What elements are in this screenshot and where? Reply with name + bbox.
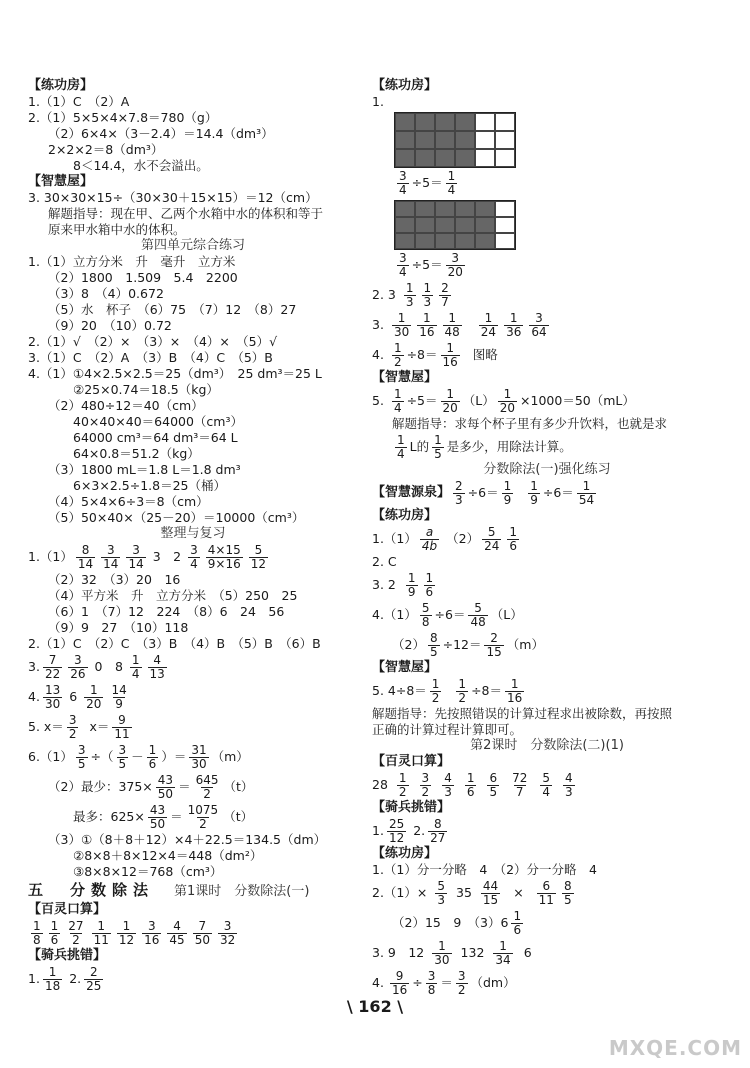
answer-line: 1.（1） $\frac{8}{14}$ $\frac{3}{14}$ $\frac{3}{14}$ 3 2 $\frac{3}{4}$ $\frac{4\times 15}{9\times 16}$ $\frac{5}{12}$ xyxy=(28,542,267,571)
answer-line: 8＜14.4，水不会溢出。 xyxy=(73,158,209,173)
section-header: 【百灵口算】 xyxy=(372,754,451,769)
grid-diagram xyxy=(394,200,516,250)
hint-line: $\frac{1}{4}$ L的 $\frac{1}{5}$ 是多少，用除法计算。 xyxy=(397,432,572,461)
answer-line: （3）8 （4）0.672 xyxy=(48,286,164,301)
answer-line: 4. $\frac{9}{16}$ ÷ $\frac{3}{8}$ ＝ $\frac{3}{2}$ （dm） xyxy=(372,968,516,997)
answer-line: 1.（1）立方分米 升 毫升 立方米 xyxy=(28,254,236,269)
answer-line: 5. x＝ $\frac{3}{2}$ x＝ $\frac{9}{11}$ xyxy=(28,712,130,741)
section-header: 【练功房】 xyxy=(28,78,94,93)
answer-line: （3）1800 mL＝1.8 L＝1.8 dm³ xyxy=(48,462,241,477)
section-header: 【智慧屋】 xyxy=(28,174,94,189)
answer-line: 1. xyxy=(372,94,384,109)
answer-line: （4）平方米 升 立方分米 （5）250 25 xyxy=(48,588,298,603)
section-header: 【智慧屋】 xyxy=(372,660,438,675)
answer-line: （3）①（8＋8＋12）×4＋22.5＝134.5（dm） xyxy=(48,832,327,847)
answer-line: 64000 cm³＝64 dm³＝64 L xyxy=(73,430,238,445)
answer-line: 1. $\frac{1}{18}$ 2. $\frac{2}{25}$ xyxy=(28,964,102,993)
section-header: 【练功房】 xyxy=(372,846,438,861)
section-header: 【练功房】 xyxy=(372,78,438,93)
answer-line: $\frac{3}{4}$ ÷5＝ $\frac{3}{20}$ xyxy=(399,250,463,279)
fraction: $\frac{8}{14}$ xyxy=(77,542,94,571)
answer-line: 5. 4÷8＝ $\frac{1}{2}$ $\frac{1}{2}$ ÷8＝ $\frac{1}{16}$ xyxy=(372,676,523,705)
right-column xyxy=(372,78,722,998)
answer-line: （5）水 杯子 （6）75 （7）12 （8）27 xyxy=(48,302,297,317)
answer-line: 6.（1） $\frac{3}{5}$ ÷（ $\frac{3}{5}$ － $\frac{1}{6}$ ）＝ $\frac{31}{30}$ （m） xyxy=(28,742,249,771)
answer-line: 【智慧源泉】 $\frac{2}{3}$ ÷6＝ $\frac{1}{9}$ $\frac{1}{9}$ ÷6＝ $\frac{1}{54}$ xyxy=(372,478,595,507)
answer-line: （2）1800 1.509 5.4 2200 xyxy=(48,270,238,285)
answer-line: 6×3×2.5÷1.8＝25（桶） xyxy=(73,478,226,493)
answer-line: 2.（1）× $\frac{5}{3}$ 35 $\frac{44}{15}$ × $\frac{6}{11}$ $\frac{8}{5}$ xyxy=(372,878,572,907)
fraction: $\frac{3}{4}$ xyxy=(190,542,198,571)
answer-line: 2. C xyxy=(372,554,397,569)
answer-line: $\frac{3}{4}$ ÷5＝ $\frac{1}{4}$ xyxy=(399,168,456,197)
answer-line: （9）20 （10）0.72 xyxy=(48,318,172,333)
section-header: 【骑兵挑错】 xyxy=(372,800,451,815)
fraction: $\frac{3}{14}$ xyxy=(128,542,144,571)
section-header: 【练功房】 xyxy=(372,508,438,523)
answer-line: 4.（1）①4×2.5×2.5＝25（dm³） 25 dm³＝25 L xyxy=(28,366,322,381)
unit-title: 第四单元综合练习 xyxy=(140,238,245,253)
unit-heading: 五 分数除法 第1课时 分数除法(一) xyxy=(28,881,310,899)
answer-line: 2. 3 $\frac{1}{3}$ $\frac{1}{3}$ $\frac{2}{7}$ xyxy=(372,280,449,309)
answer-line: （2）15 9 （3）6 $\frac{1}{6}$ xyxy=(392,908,522,937)
answer-line: （5）50×40×（25－20）＝10000（cm³） xyxy=(48,510,305,525)
answer-line: 3. 2 $\frac{1}{9}$ $\frac{1}{6}$ xyxy=(372,570,434,599)
fraction: $\frac{3}{14}$ xyxy=(103,542,119,571)
section-header: 【智慧屋】 xyxy=(372,370,438,385)
answer-line: $\frac{1}{8}$ $\frac{1}{6}$ $\frac{27}{2}$ $\frac{1}{11}$ $\frac{1}{12}$ $\frac{3}{16}$ $\frac{4}{45}$ $\frac{7}{50}$ $\frac{3}{32}$ xyxy=(33,918,236,947)
answer-line: 1.（1）分一分略 4 （2）分一分略 4 xyxy=(372,862,597,877)
answer-line: （2）最少：375× $\frac{43}{50}$ ＝ $\frac{645}{2}$ （t） xyxy=(48,772,254,801)
answer-line: 1.（1） $\frac{a}{4b}$ （2） $\frac{5}{24}$ $\frac{1}{6}$ xyxy=(372,524,518,553)
answer-line: ②8×8＋8×12×4＝448（dm²） xyxy=(73,848,263,863)
answer-line: 2.（1）√ （2）× （3）× （4）× （5）√ xyxy=(28,334,278,349)
answer-line: 4. $\frac{1}{2}$ ÷8＝ $\frac{1}{16}$ 图略 xyxy=(372,340,498,369)
answer-line: 3. 30×30×15÷（30×30＋15×15）＝12（cm） xyxy=(28,190,318,205)
answer-line: （2）6×4×（3－2.4）＝14.4（dm³） xyxy=(48,126,274,141)
answer-line: 3. $\frac{7}{22}$ $\frac{3}{26}$ 0 8 $\frac{1}{4}$ $\frac{4}{13}$ xyxy=(28,652,165,681)
answer-line: 3.（1）C （2）A （3）B （4）C （5）B xyxy=(28,350,273,365)
hint-line: 正确的计算过程计算即可。 xyxy=(372,722,523,737)
answer-line: （2）32 （3）20 16 xyxy=(48,572,181,587)
answer-line: （4）5×4×6÷3＝8（cm） xyxy=(48,494,209,509)
page-number: \ 162 \ xyxy=(346,997,404,1016)
answer-line: （2）480÷12＝40（cm） xyxy=(48,398,204,413)
hint-line: 解题指导：先按照错误的计算过程求出被除数，再按照 xyxy=(372,706,673,721)
answer-line: 28 $\frac{1}{2}$ $\frac{3}{2}$ $\frac{4}{3}$ $\frac{1}{6}$ $\frac{6}{5}$ $\frac{72}{7}$ $\frac{5}{4}$ $\frac{4}{3}$ xyxy=(372,770,573,799)
answer-line: 3. $\frac{1}{30}$ $\frac{1}{16}$ $\frac{1}{48}$ $\frac{1}{24}$ $\frac{1}{36}$ $\frac{3}{64}$ xyxy=(372,310,547,339)
watermark: MXQE.COM xyxy=(608,1036,742,1060)
hint-line: 解题指导：现在甲、乙两个水箱中水的体积和等于 xyxy=(48,206,324,221)
answer-line: 1. $\frac{25}{12}$ 2. $\frac{8}{27}$ xyxy=(372,816,446,845)
answer-line: 1.（1）C （2）A xyxy=(28,94,130,109)
answer-line: 最多：625× $\frac{43}{50}$ ＝ $\frac{1075}{2}$ （t） xyxy=(73,802,254,831)
answer-line: （6）1 （7）12 224 （8）6 24 56 xyxy=(48,604,285,619)
section-header: 【百灵口算】 xyxy=(28,902,107,917)
answer-line: 64×0.8＝51.2（kg） xyxy=(73,446,200,461)
answer-line: ②25×0.74＝18.5（kg） xyxy=(73,382,219,397)
answer-line: （2） $\frac{8}{5}$ ÷12＝ $\frac{2}{15}$ （m） xyxy=(392,630,544,659)
section-header: 【骑兵挑错】 xyxy=(28,948,107,963)
unit-title: 第2课时 分数除法(二)(1) xyxy=(470,738,624,753)
unit-title: 分数除法(一)强化练习 xyxy=(483,462,611,477)
answer-line: 2.（1）C （2）C （3）B （4）B （5）B （6）B xyxy=(28,636,321,651)
answer-line: 2×2×2＝8（dm³） xyxy=(48,142,164,157)
answer-line: 2.（1）5×5×4×7.8＝780（g） xyxy=(28,110,218,125)
fraction: $\frac{4\times 15}{9\times 16}$ xyxy=(207,542,241,571)
answer-line: 3. 9 12 $\frac{1}{30}$ 132 $\frac{1}{34}$ 6 xyxy=(372,938,532,967)
grid-diagram xyxy=(394,112,516,168)
fraction: $\frac{5}{12}$ xyxy=(250,542,267,571)
left-column xyxy=(28,78,358,994)
answer-line: 40×40×40＝64000（cm³） xyxy=(73,414,243,429)
answer-line: （9）9 27 （10）118 xyxy=(48,620,189,635)
hint-line: 解题指导：求每个杯子里有多少升饮料，也就是求 xyxy=(392,416,668,431)
answer-line: ③8×8×12＝768（cm³） xyxy=(73,864,223,879)
answer-line: 4.（1） $\frac{5}{8}$ ÷6＝ $\frac{5}{48}$ （L） xyxy=(372,600,523,629)
answer-line: 5. $\frac{1}{4}$ ÷5＝ $\frac{1}{20}$ （L） $\frac{1}{20}$ ×1000＝50（mL） xyxy=(372,386,635,415)
answer-line: 4. $\frac{13}{30}$ 6 $\frac{1}{20}$ $\frac{14}{9}$ xyxy=(28,682,127,711)
hint-line: 原来甲水箱中水的体积。 xyxy=(48,222,186,237)
unit-title: 整理与复习 xyxy=(160,526,226,541)
